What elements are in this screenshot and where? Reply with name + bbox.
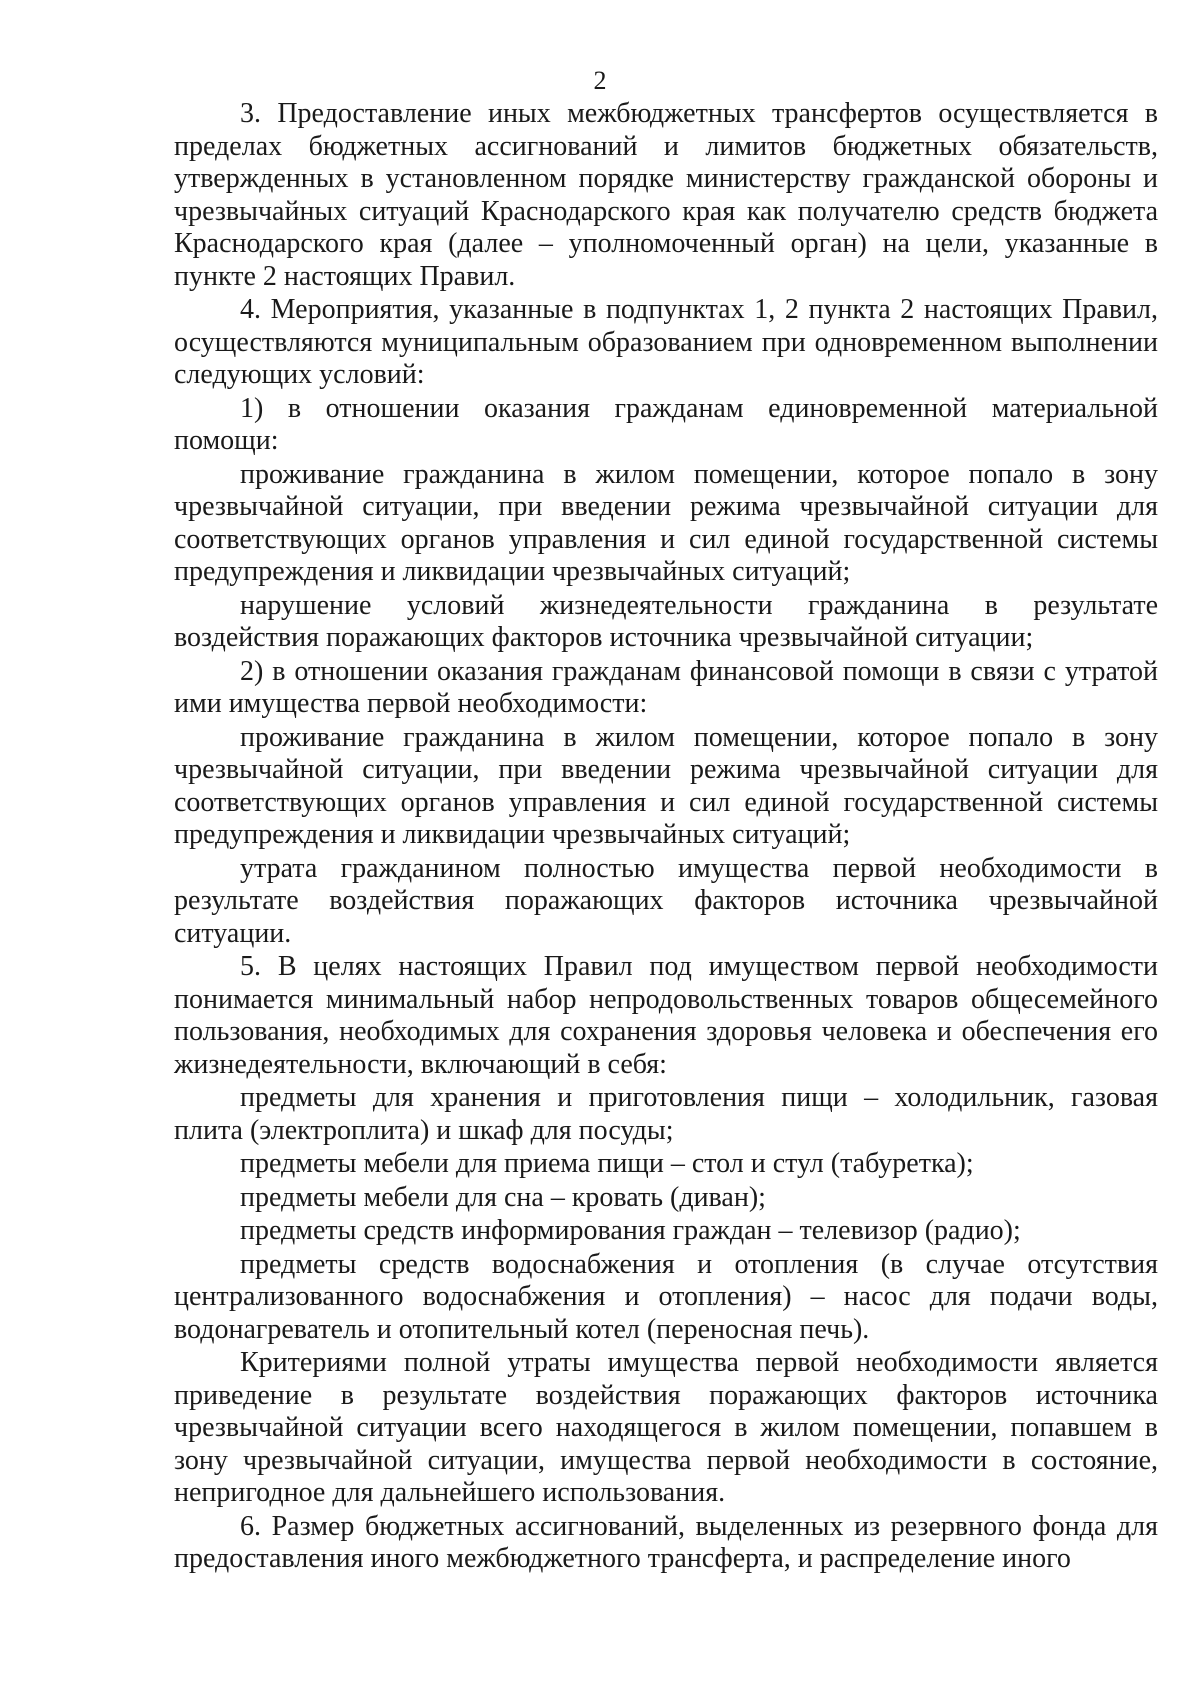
paragraph-5-item-sleep: предметы мебели для сна – кровать (диван); — [240, 1181, 766, 1213]
paragraph-5-item-information: предметы средств информирования граждан – телевизор (радио); — [240, 1215, 1021, 1246]
paragraph-6: 6. Размер бюджетных ассигнований, выделенных из резервного фонда для предоставления иного межбюджетного трансферта, и распределение иного — [174, 1510, 1158, 1574]
paragraph-5-criteria: Критериями полной утраты имущества первой необходимости является приведение в результате воздействия поражающих факторов источника чрезвычайной ситуации всего находящегося в жилом помещении, попавшем в зону чрезвычайной ситуации, имущества первой необходимости в состояние, непригодное для дальнейшего использования. — [174, 1347, 1158, 1508]
paragraph-4-item-1-condition-b: нарушение условий жизнедеятельности гражданина в результате воздействия поражающих факторов источника чрезвычайной ситуации; — [174, 589, 1158, 653]
paragraph-4: 4. Мероприятия, указанные в подпунктах 1, 2 пункта 2 настоящих Правил, осуществляются муниципальным образованием при одновременном выполнении следующих условий: — [174, 294, 1158, 390]
paragraph-4-item-2-condition-b: утрата гражданином полностью имущества первой необходимости в результате воздействия поражающих факторов источника чрезвычайной ситуации. — [174, 852, 1158, 949]
page-number: 2 — [593, 66, 607, 95]
paragraph-5-item-dining: предметы мебели для приема пищи – стол и стул (табуретка); — [240, 1148, 974, 1179]
paragraph-3: 3. Предоставление иных межбюджетных трансфертов осуществляется в пределах бюджетных ассигнований и лимитов бюджетных обязательств, утвержденных в установленном порядке министерству гражданской обороны и чрезвычайных ситуаций Краснодарского края как получателю средств бюджета Краснодарского края (далее – уполномоченный орган) на цели, указанные в пункте 2 настоящих Правил. — [174, 98, 1158, 292]
paragraph-4-item-2-condition-a: проживание гражданина в жилом помещении, которое попало в зону чрезвычайной ситуации, при введении режима чрезвычайной ситуации для соответствующих органов управления и сил единой государственной системы предупреждения и ликвидации чрезвычайных ситуаций; — [174, 721, 1158, 850]
paragraph-4-item-1-condition-a: проживание гражданина в жилом помещении, которое попало в зону чрезвычайной ситуации, при введении режима чрезвычайной ситуации для соответствующих органов управления и сил единой государственной системы предупреждения и ликвидации чрезвычайных ситуаций; — [174, 458, 1158, 587]
paragraph-4-item-1: 1) в отношении оказания гражданам единовременной материальной помощи: — [174, 392, 1158, 456]
paragraph-4-item-2: 2) в отношении оказания гражданам финансовой помощи в связи с утратой ими имущества первой необходимости: — [174, 655, 1158, 719]
paragraph-5-item-food: предметы для хранения и приготовления пищи – холодильник, газовая плита (электроплита) и шкаф для посуды; — [174, 1082, 1158, 1146]
paragraph-5-item-water-heating: предметы средств водоснабжения и отопления (в случае отсутствия централизованного водоснабжения и отопления) – насос для подачи воды, водонагреватель и отопительный котел (переносная печь). — [174, 1248, 1158, 1345]
document-body — [174, 98, 1158, 1576]
paragraph-5: 5. В целях настоящих Правил под имуществом первой необходимости понимается минимальный набор непродовольственных товаров общесемейного пользования, необходимых для сохранения здоровья человека и обеспечения его жизнедеятельности, включающий в себя: — [174, 951, 1158, 1080]
